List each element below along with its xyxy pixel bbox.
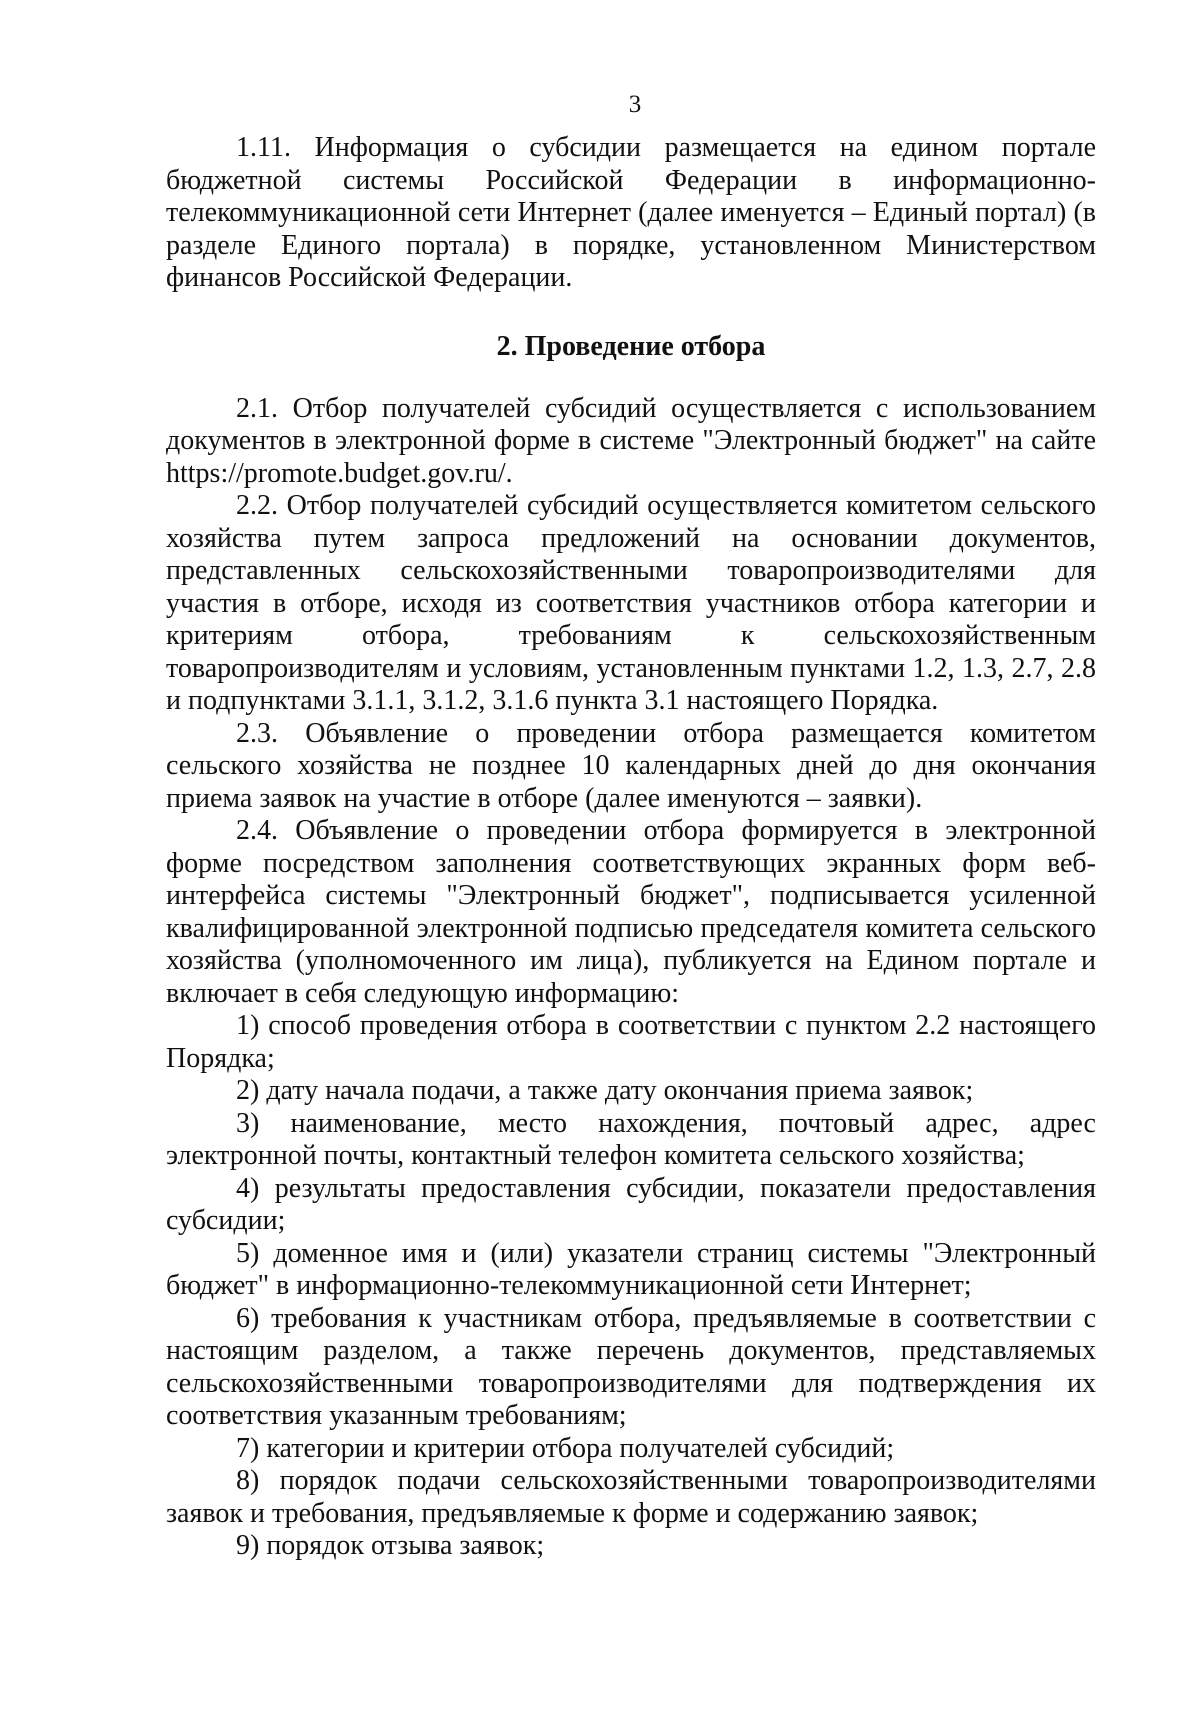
paragraph-2-2: 2.2. Отбор получателей субсидий осуществляется комитетом сельского хозяйства путем запроса предложений на основании документов, представленных сельскохозяйственными товаропроизводителями для участия в отборе, исходя из соответствия участников отбора категории и критериям отбора, требованиям к сельскохозяйственным товаропроизводителям и условиям, установленным пунктами 1.2, 1.3, 2.7, 2.8 и подпунктами 3.1.1, 3.1.2, 3.1.6 пункта 3.1 настоящего Порядка. bbox=[166, 490, 1096, 716]
document-body bbox=[166, 132, 1096, 1563]
list-item-3: 3) наименование, место нахождения, почтовый адрес, адрес электронной почты, контактный телефон комитета сельского хозяйства; bbox=[166, 1107, 1096, 1171]
paragraph-2-1: 2.1. Отбор получателей субсидий осуществляется с использованием документов в электронной форме в системе "Электронный бюджет" на сайте https://promote.budget.gov.ru/. bbox=[166, 392, 1096, 489]
paragraph-1-11: 1.11. Информация о субсидии размещается на едином портале бюджетной системы Российской Федерации в информационно-телекоммуникационной сети Интернет (далее именуется – Единый портал) (в разделе Единого портала) в порядке, установленном Министерством финансов Российской Федерации. bbox=[166, 132, 1096, 293]
list-item-1: 1) способ проведения отбора в соответствии с пунктом 2.2 настоящего Порядка; bbox=[166, 1010, 1096, 1074]
list-item-4: 4) результаты предоставления субсидии, показатели предоставления субсидии; bbox=[166, 1172, 1096, 1236]
list-item-7: 7) категории и критерии отбора получателей субсидий; bbox=[236, 1432, 895, 1464]
spacer bbox=[166, 363, 1096, 393]
list-item-8: 8) порядок подачи сельскохозяйственными товаропроизводителями заявок и требования, предъявляемые к форме и содержанию заявок; bbox=[166, 1465, 1096, 1529]
list-item-5: 5) доменное имя и (или) указатели страниц системы "Электронный бюджет" в информационно-телекоммуникационной сети Интернет; bbox=[166, 1237, 1096, 1301]
list-item-2: 2) дату начала подачи, а также дату окончания приема заявок; bbox=[236, 1075, 974, 1106]
paragraph-2-4: 2.4. Объявление о проведении отбора формируется в электронной форме посредством заполнения соответствующих экранных форм веб-интерфейса системы "Электронный бюджет", подписывается усиленной квалифицированной электронной подписью председателя комитета сельского хозяйства (уполномоченного им лица), публикуется на Едином портале и включает в себя следующую информацию: bbox=[166, 815, 1096, 1009]
list-item-9: 9) порядок отзыва заявок; bbox=[236, 1530, 545, 1561]
section-heading: 2. Проведение отбора bbox=[496, 330, 766, 362]
list-item-6: 6) требования к участникам отбора, предъявляемые в соответствии с настоящим разделом, а также перечень документов, представляемых сельскохозяйственными товаропроизводителями для подтверждения их соответствия указанным требованиям; bbox=[166, 1302, 1096, 1431]
paragraph-2-3: 2.3. Объявление о проведении отбора размещается комитетом сельского хозяйства не позднее 10 календарных дней до дня окончания приема заявок на участие в отборе (далее именуются – заявки). bbox=[166, 717, 1096, 814]
spacer bbox=[166, 295, 1096, 331]
page-number: 3 bbox=[628, 91, 642, 118]
